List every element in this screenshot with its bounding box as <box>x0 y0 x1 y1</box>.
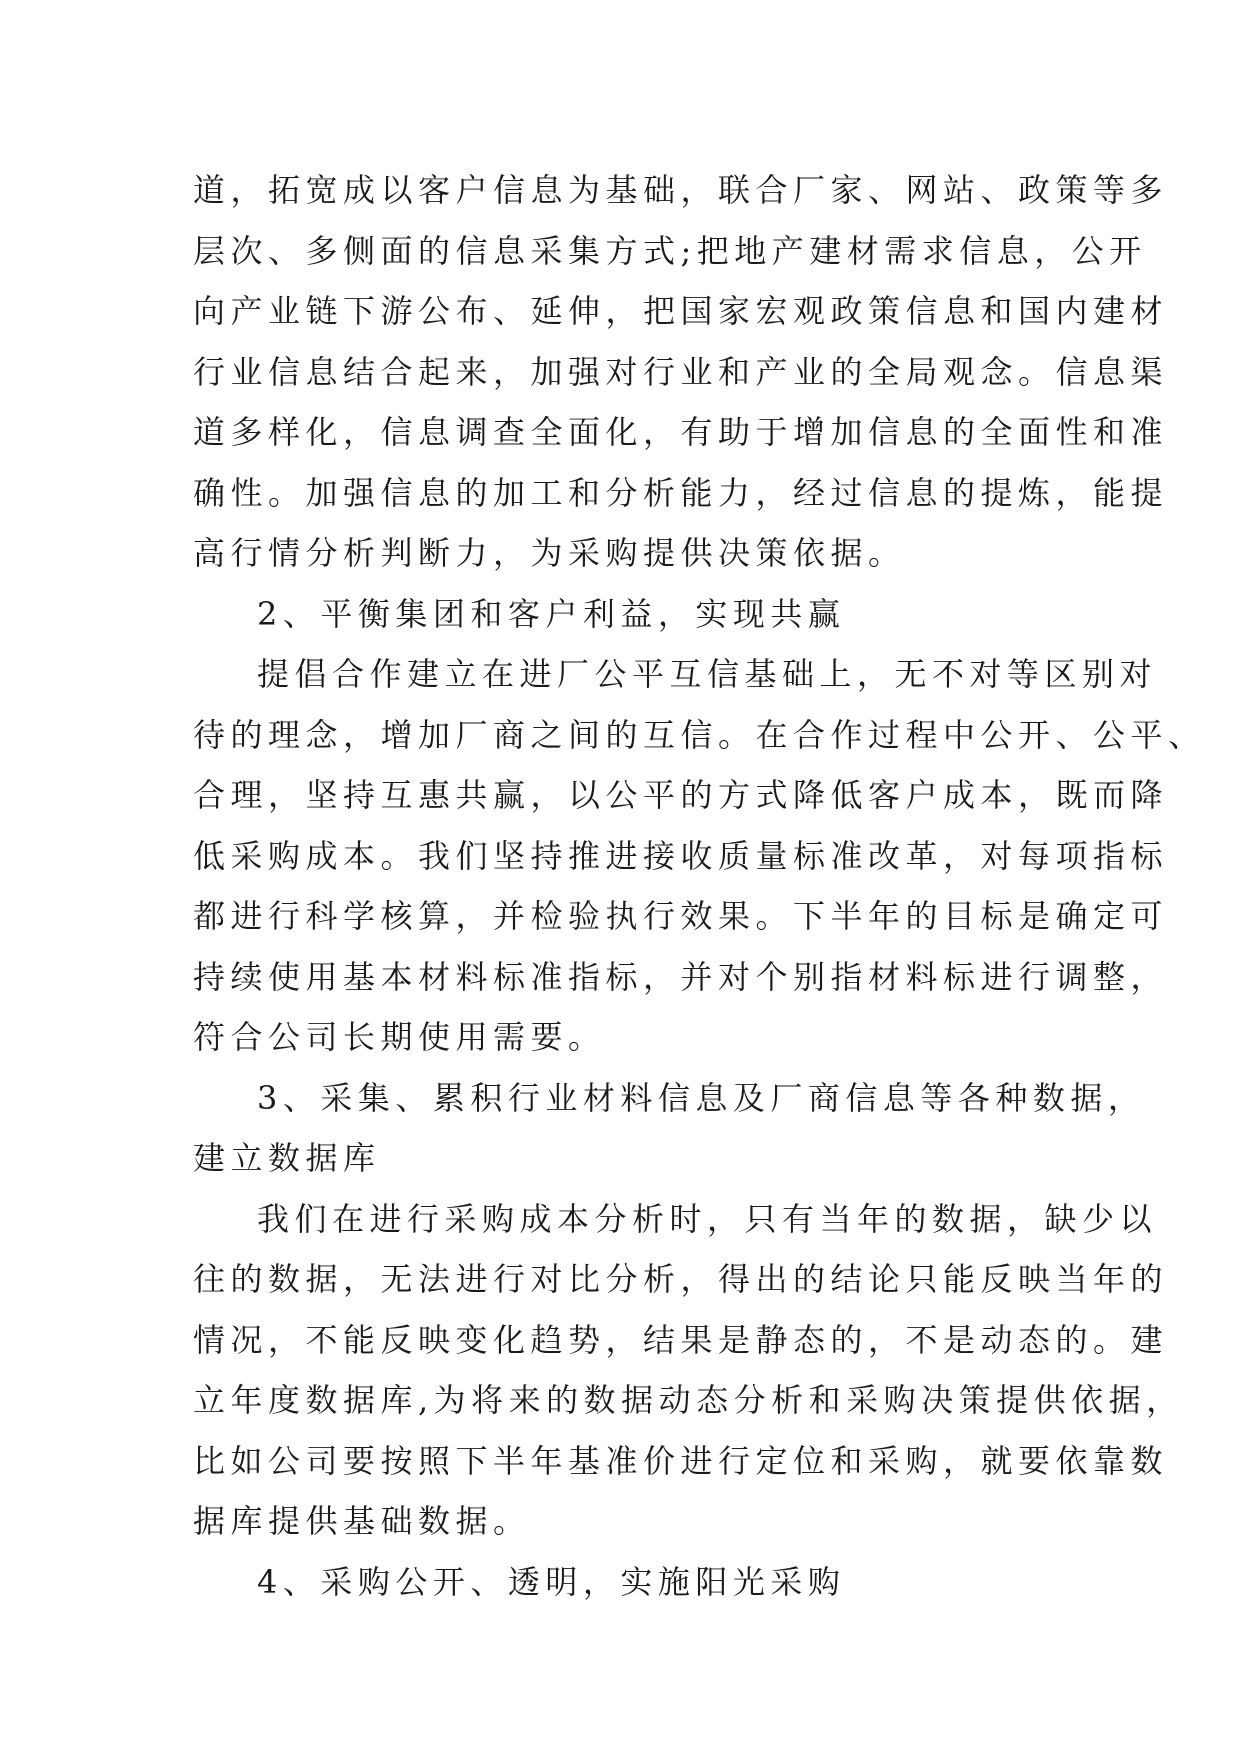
text-line: 持续使用基本材料标准指标，并对个别指材料标进行调整， <box>193 957 1169 996</box>
paragraph-database <box>193 1189 1184 1552</box>
text-line: 立年度数据库,为将来的数据动态分析和采购决策提供依据， <box>193 1381 1184 1419</box>
text-line: 符合公司长期使用需要。 <box>193 1018 606 1056</box>
text-line: 提倡合作建立在进厂公平互信基础上，无不对等区别对 <box>257 655 1158 693</box>
text-line: 层次、多侧面的信息采集方式;把地产建材需求信息，公开 <box>193 231 1147 270</box>
text-line: 都进行科学核算，并检验执行效果。下半年的目标是确定可 <box>193 897 1169 935</box>
paragraph-info-channels <box>193 160 1169 584</box>
text-line: 确性。加强信息的加工和分析能力，经过信息的提炼，能提 <box>193 473 1169 512</box>
text-line: 道，拓宽成以客户信息为基础，联合厂家、网站、政策等多 <box>193 171 1169 209</box>
text-line: 向产业链下游公布、延伸，把国家宏观政策信息和国内建材 <box>193 292 1169 330</box>
section-heading-2 <box>193 584 1053 645</box>
paragraph-win-win <box>193 644 1206 1068</box>
heading-line: 3、采集、累积行业材料信息及厂商信息等各种数据， <box>257 1078 1146 1117</box>
section-heading-3 <box>193 1068 1146 1189</box>
text-line: 待的理念，增加厂商之间的互信。在合作过程中公开、公平、 <box>193 715 1206 754</box>
section-heading-4 <box>193 1552 1053 1613</box>
document-body <box>193 160 1206 1612</box>
text-line: 合理，坚持互惠共赢，以公平的方式降低客户成本，既而降 <box>193 776 1169 814</box>
text-line: 我们在进行采购成本分析时，只有当年的数据，缺少以 <box>257 1199 1158 1238</box>
heading-line: 4、采购公开、透明，实施阳光采购 <box>257 1562 846 1601</box>
text-line: 往的数据，无法进行对比分析，得出的结论只能反映当年的 <box>193 1260 1169 1298</box>
text-line: 行业信息结合起来，加强对行业和产业的全局观念。信息渠 <box>193 352 1169 391</box>
heading-line: 2、平衡集团和客户利益，实现共赢 <box>257 594 846 633</box>
text-line: 低采购成本。我们坚持推进接收质量标准改革，对每项指标 <box>193 836 1169 875</box>
text-line: 高行情分析判断力，为采购提供决策依据。 <box>193 534 906 572</box>
text-line: 比如公司要按照下半年基准价进行定位和采购，就要依靠数 <box>193 1441 1169 1480</box>
text-line: 据库提供基础数据。 <box>193 1502 531 1540</box>
heading-line: 建立数据库 <box>193 1139 381 1177</box>
text-line: 道多样化，信息调查全面化，有助于增加信息的全面性和准 <box>193 413 1169 451</box>
text-line: 情况，不能反映变化趋势，结果是静态的，不是动态的。建 <box>193 1320 1169 1359</box>
